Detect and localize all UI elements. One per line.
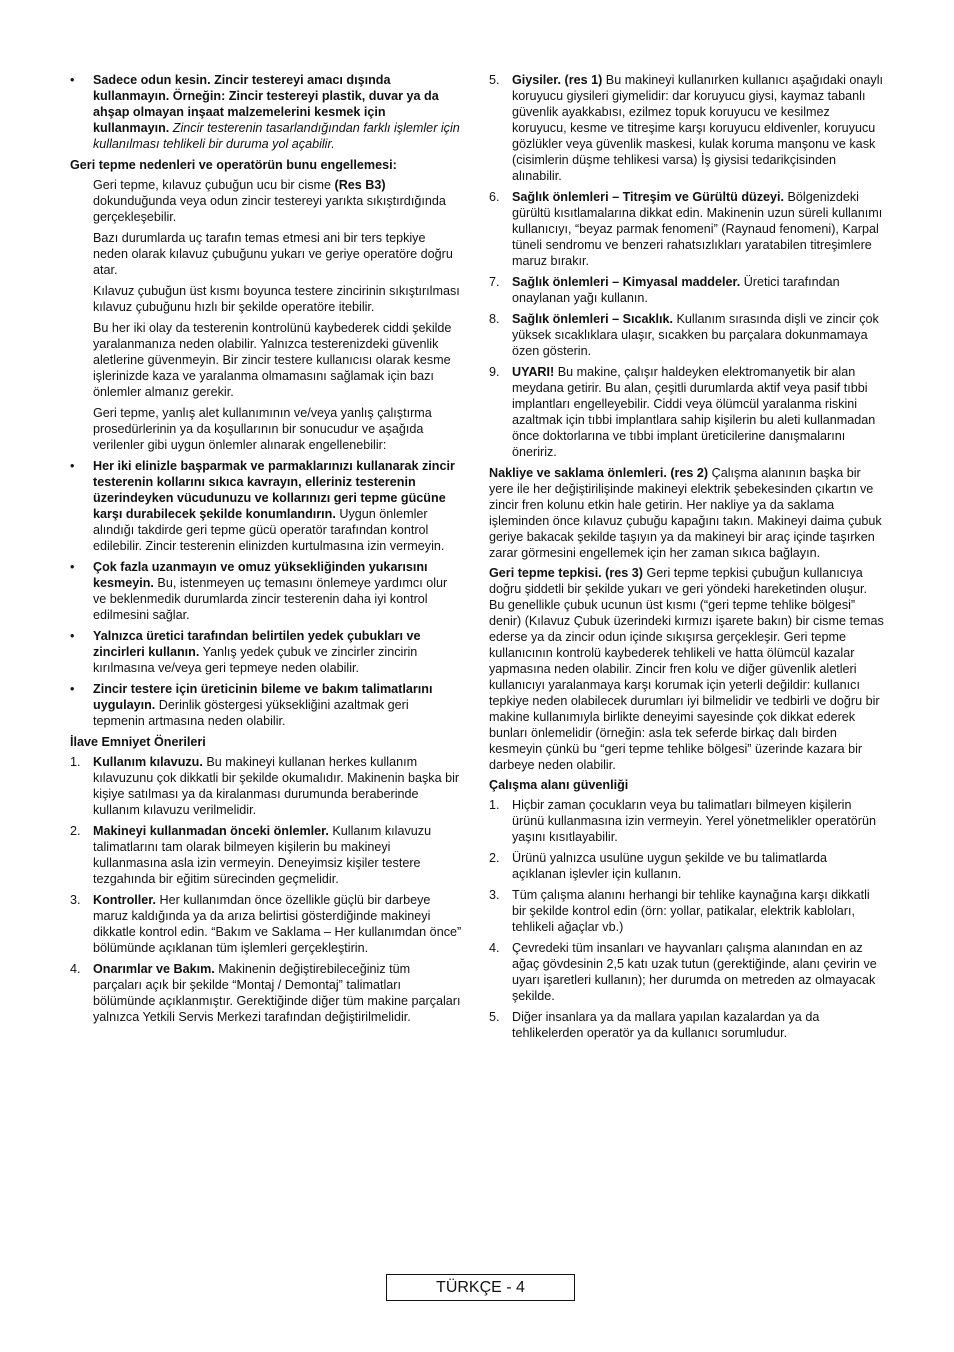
bullet-bold-text: Sadece odun kesin. Zincir testereyi amacı dışında kullanmayın. Örneğin: Zincir testereyi plastik, duvar ya da ahşap olmayan inşaat malzemelerini kesmek için kullanmayın. [93, 73, 439, 135]
paragraph: Bazı durumlarda uç tarafın temas etmesi ani bir ters tepkiye neden olarak kılavuz çubuğunu yukarı ve geriye operatöre doğru atar. [93, 231, 453, 277]
numbered-item: 3. Tüm çalışma alanını herhangi bir tehlike kaynağına karşı dikkatli bir şekilde kontrol edin (örn: yollar, patikalar, elektrik kabloları, tehlikeli ağaçlar vb.) [489, 888, 870, 934]
numbered-item: 2. Makineyi kullanmadan önceki önlemler. Kullanım kılavuzu talimatlarını tam olarak bilmeyen kişilerin bu makineyi kullanmasına asla izin vermeyin. Deneyimsiz kişiler testere tezgahında bir eğitim sürecinden geçmelidir. [70, 824, 432, 886]
numbered-item: 1. Hiçbir zaman çocukların veya bu talimatları bilmeyen kişilerin ürünü kullanmasına izin vermeyin. Yerel yönetmelikler operatörün yaşını kısıtlayabilir. [489, 798, 877, 844]
paragraph: Geri tepme, kılavuz çubuğun ucu bir cisme (Res B3) dokunduğunda veya odun zincir testereyi yarıkta sıkıştırdığında gerçekleşebilir. [93, 178, 446, 224]
numbered-item: 2. Ürünü yalnızca usulüne uygun şekilde ve bu talimatlarda açıklanan işlevler için kullanın. [489, 851, 828, 881]
bullet-item: • Çok fazla uzanmayın ve omuz yüksekliğinden yukarısını kesmeyin. Bu, istenmeyen uç temasını önlemeye yardımcı olur ve beklenmedik durumlarda zincir testerenin daha iyi kontrol edilmesini sağlar. [70, 560, 448, 622]
left-column [70, 72, 462, 1030]
numbered-item: 3. Kontroller. Her kullanımdan önce özellikle güçlü bir darbeye maruz kaldığında ya da arıza belirtisi gösterdiğinde makineyi dikkatle kontrol edin. “Bakım ve Saklama – Her kullanımdan önce” bölümünde açıklanan tüm işlemleri gerçekleştirin. [70, 893, 462, 955]
transport-paragraph: Nakliye ve saklama önlemleri. (res 2) Çalışma alanının başka bir yere ile her değiştirilişinde makineyi elektrik şebekesinden çıkartın ve zincir fren kolunu etkin hale getirin. Her nakliye ya da saklama işleminden önce kılavuz çubuğu kapağını takın. Makineyi daima çubuk geriye bakacak şekilde taşıyın ya da makineyi bir araç içinde taşırken zarar görmesini engellemek için her zaman sıkıca bağlayın. [489, 466, 882, 560]
bullet-item: • Her iki elinizle başparmak ve parmaklarınızı kullanarak zincir testerenin kollarını sıkıca kavrayın, elleriniz testerenin üzerindeyken vücudunuzu ve kollarınızı geri tepme gücüne karşı durabilecek şekilde konumlandırın. Uygun önlemler alındığı takdirde geri tepme gücü operatör tarafından kontrol edilebilir. Zincir testerenin elinizden kurtulmasına izin vermeyin. [70, 459, 455, 553]
section-heading: Geri tepme nedenleri ve operatörün bunu engellemesi: [70, 158, 397, 172]
kickback-paragraph: Geri tepme tepkisi. (res 3) Geri tepme tepkisi çubuğun kullanıcıya doğru şiddetli bir şekilde yukarı ve geri yöndeki hareketinden oluşur. Bu genellikle çubuk ucunun üst kısmı (“geri tepme tehlike bölgesi” denir) (Kılavuz Çubuk üzerindeki kırmızı işarete bakın) bir cisme temas ederse ya da zincir odun içinde sıkışırsa gerçekleşir. Geri tepme kullanıcının kontrolü kaybederek tehlikeli ve hatta ölümcül kazalar yapmasına neden olabilir. Zincir fren kolu ve diğer güvenlik aletleri kullanıcıyı yaralanmaya karşı korumak için yeterli değildir: kullanıcı tepkiye neden olabilecek durumları iyi bilmelidir ve tedbirli ve doğru bir makine kullanımıyla birlikte deneyimi sayesinde çok dikkat ederek bunları önlemelidir (örneğin: asla tek seferde birkaç dalı birden kesmeyin çünkü bu “geri tepme tehlike bölgesi” üzerinde kazara bir darbeye neden olabilir. [489, 566, 884, 772]
numbered-item: 9. UYARI! Bu makine, çalışır haldeyken elektromanyetik bir alan meydana getirir. Bu alan, çeşitli durumlarda aktif veya pasif tıbbi implantları engelleyebilir. Ciddi veya ölümcül yaralanma riskini azaltmak için tıbbi implantlara sahip kişilerin bu aleti kullanmadan önce doktorlarına ve tıbbi implant üreticilerine danışmalarını öneririz. [489, 365, 876, 459]
section-heading: Çalışma alanı güvenliği [489, 778, 629, 792]
numbered-item: 1. Kullanım kılavuzu. Bu makineyi kullanan herkes kullanım kılavuzunu çok dikkatli bir şekilde okumalıdır. Makinenin başka bir kişiye satılması ya da kiralanması durumunda beraberinde kullanım kılavuzu verilmelidir. [70, 755, 460, 817]
paragraph: Kılavuz çubuğun üst kısmı boyunca testere zincirinin sıkıştırılması kılavuz çubuğunu hızlı bir şekilde operatöre itebilir. [93, 284, 460, 314]
bullet-dot: • [70, 629, 75, 643]
numbered-item: 6. Sağlık önlemleri – Titreşim ve Gürültü düzeyi. Bölgenizdeki gürültü kısıtlamalarına dikkat edin. Makinenin uzun süreli kullanımı kullanıcıyı, “beyaz parmak fenomeni” (Raynaud fenomeni), Karpal tüneli sendromu ve benzeri rahatsızlıkları yaratabilen titreşimlere maruz bırakır. [489, 190, 883, 268]
bullet-dot: • [70, 682, 75, 696]
numbered-item: 7. Sağlık önlemleri – Kimyasal maddeler. Üretici tarafından onaylanan yağı kullanın. [489, 275, 840, 305]
bullet-italic-text: Zincir testerenin tasarlandığından farklı işlemler için kullanılması tehlikeli bir duruma yol açabilir. [93, 121, 460, 151]
section-heading: İlave Emniyet Önerileri [70, 735, 206, 749]
numbered-item: 4. Onarımlar ve Bakım. Makinenin değiştirebileceğiniz tüm parçaları açık bir şekilde “Montaj / Demontaj” talimatları bölümünde açıklanmıştır. Gerektiğinde diğer tüm makine parçaları yalnızca Yetkili Servis Merkezi tarafından değiştirilmelidir. [70, 962, 461, 1024]
paragraph: Geri tepme, yanlış alet kullanımının ve/veya yanlış çalıştırma prosedürlerinin ya da koşullarının bir sonucudur ve aşağıda verilenler gibi uygun önlemler alınarak engellenebilir: [93, 406, 432, 452]
bullet-item [70, 72, 462, 152]
right-column [489, 72, 884, 1046]
paragraph: Bu her iki olay da testerenin kontrolünü kaybederek ciddi şekilde yaralanmanıza neden olabilir. Yalnızca testerenizdeki güvenlik aletlerine güvenmeyin. Bir zincir testere kullanıcısı olarak kesme işlerinizde kaza ve yaralanma olmamasını sağlamak için bazı önlemler almanız gerekir. [93, 321, 452, 399]
bullet-item: • Yalnızca üretici tarafından belirtilen yedek çubukları ve zincirleri kullanın. Yanlış yedek çubuk ve zincirler zincirin kırılmasına ve/veya geri tepmeye neden olabilir. [70, 629, 421, 675]
bullet-item: • Zincir testere için üreticinin bileme ve bakım talimatlarını uygulayın. Derinlik göstergesi yüksekliğini azaltmak geri tepmenin artmasına neden olabilir. [70, 682, 433, 728]
numbered-item: 5. Giysiler. (res 1) Bu makineyi kullanırken kullanıcı aşağıdaki onaylı koruyucu giysileri giymelidir: dar koruyucu giysi, kaymaz tabanlı güvenlik ayakkabısı, ezilmez topuk koruyucu ve kesilmez koruyucu, kesme ve titreşime karşı koruyucu eldivenler, koruyucu gözlükler veya güvenlik maskesi, kulak koruma manşonu ve kask (cisimlerin düşme tehlikesi varsa) İş giysisi tedarikçisinden alınabilir. [489, 73, 884, 183]
bullet-dot: • [70, 560, 75, 574]
page-footer: TÜRKÇE - 4 [386, 1274, 575, 1301]
bullet-dot: • [70, 73, 75, 87]
numbered-item: 5. Diğer insanlara ya da mallara yapılan kazalardan ya da tehlikelerden operatör ya da kullanıcı sorumludur. [489, 1010, 820, 1040]
numbered-item: 4. Çevredeki tüm insanları ve hayvanları çalışma alanından en az ağaç gövdesinin 2,5 katı uzak tutun (gerektiğinde, alanı çevirin ve uyarı işaretleri kullanın); her durumda on metreden az olmayacak şekilde. [489, 941, 877, 1003]
bullet-dot: • [70, 459, 75, 473]
numbered-item: 8. Sağlık önlemleri – Sıcaklık. Kullanım sırasında dişli ve zincir çok yüksek sıcaklıklara ulaşır, sıcakken bu parçalara dokunmamaya özen gösterin. [489, 312, 879, 358]
